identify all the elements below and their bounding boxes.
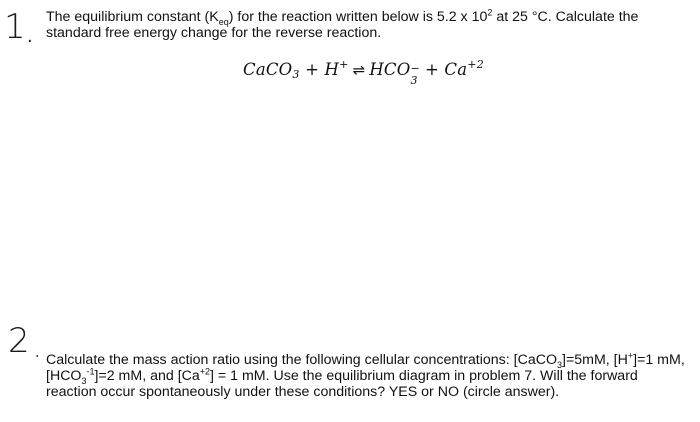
q2-text-part: ]=5mM, [H	[562, 352, 628, 368]
question-2-text	[46, 352, 691, 400]
eq-plus: +	[299, 60, 325, 79]
reaction-equation	[243, 58, 484, 87]
question-2-number: 2	[8, 321, 30, 361]
q2-text-part: ] = 1 mM. Use the equilibrium diagram in problem 7. Will the forward reaction occur spontaneously under these conditions? YES or NO (circle answer).	[46, 368, 638, 400]
question-1-number: 1	[4, 7, 26, 47]
eq-ca: Ca	[444, 60, 468, 79]
exponent-superscript: 2	[487, 7, 493, 18]
q1-text-part: The equilibrium constant (K	[46, 9, 219, 25]
eq-subscript: 3	[292, 68, 300, 81]
equilibrium-arrow-icon: ⇌	[352, 61, 366, 79]
eq-superscript: −	[410, 62, 420, 75]
q2-text-part: Calculate the mass action ratio using the following cellular concentrations: [CaCO	[46, 352, 558, 368]
eq-plus: +	[419, 60, 445, 79]
eq-h: H	[324, 60, 340, 79]
eq-superscript: +	[339, 58, 349, 71]
q2-text-part: ]=2 mM, and [Ca	[94, 368, 200, 384]
keq-subscript: eq	[218, 16, 229, 27]
q2-text-part: ]=1 mM, [HCO	[46, 352, 685, 384]
eq-hco3: HCO	[369, 60, 411, 79]
eq-superscript: +2	[467, 58, 484, 71]
eq-caco3: CaCO	[243, 60, 293, 79]
q2-superscript: +2	[199, 366, 211, 377]
q2-subscript: 3	[557, 359, 563, 370]
q2-subscript: 3	[81, 375, 87, 386]
q2-superscript: -1	[86, 366, 95, 377]
question-2-dot: .	[35, 345, 40, 361]
q1-text-part: at 25 °C. Calculate the standard free energy change for the reverse reaction.	[46, 9, 639, 41]
question-1-text	[46, 9, 686, 41]
question-1-dot: .	[27, 26, 33, 47]
eq-subscript: 3	[410, 74, 418, 87]
q2-superscript: +	[627, 350, 634, 361]
q1-text-part: ) for the reaction written below is 5.2 x 10	[228, 9, 488, 25]
